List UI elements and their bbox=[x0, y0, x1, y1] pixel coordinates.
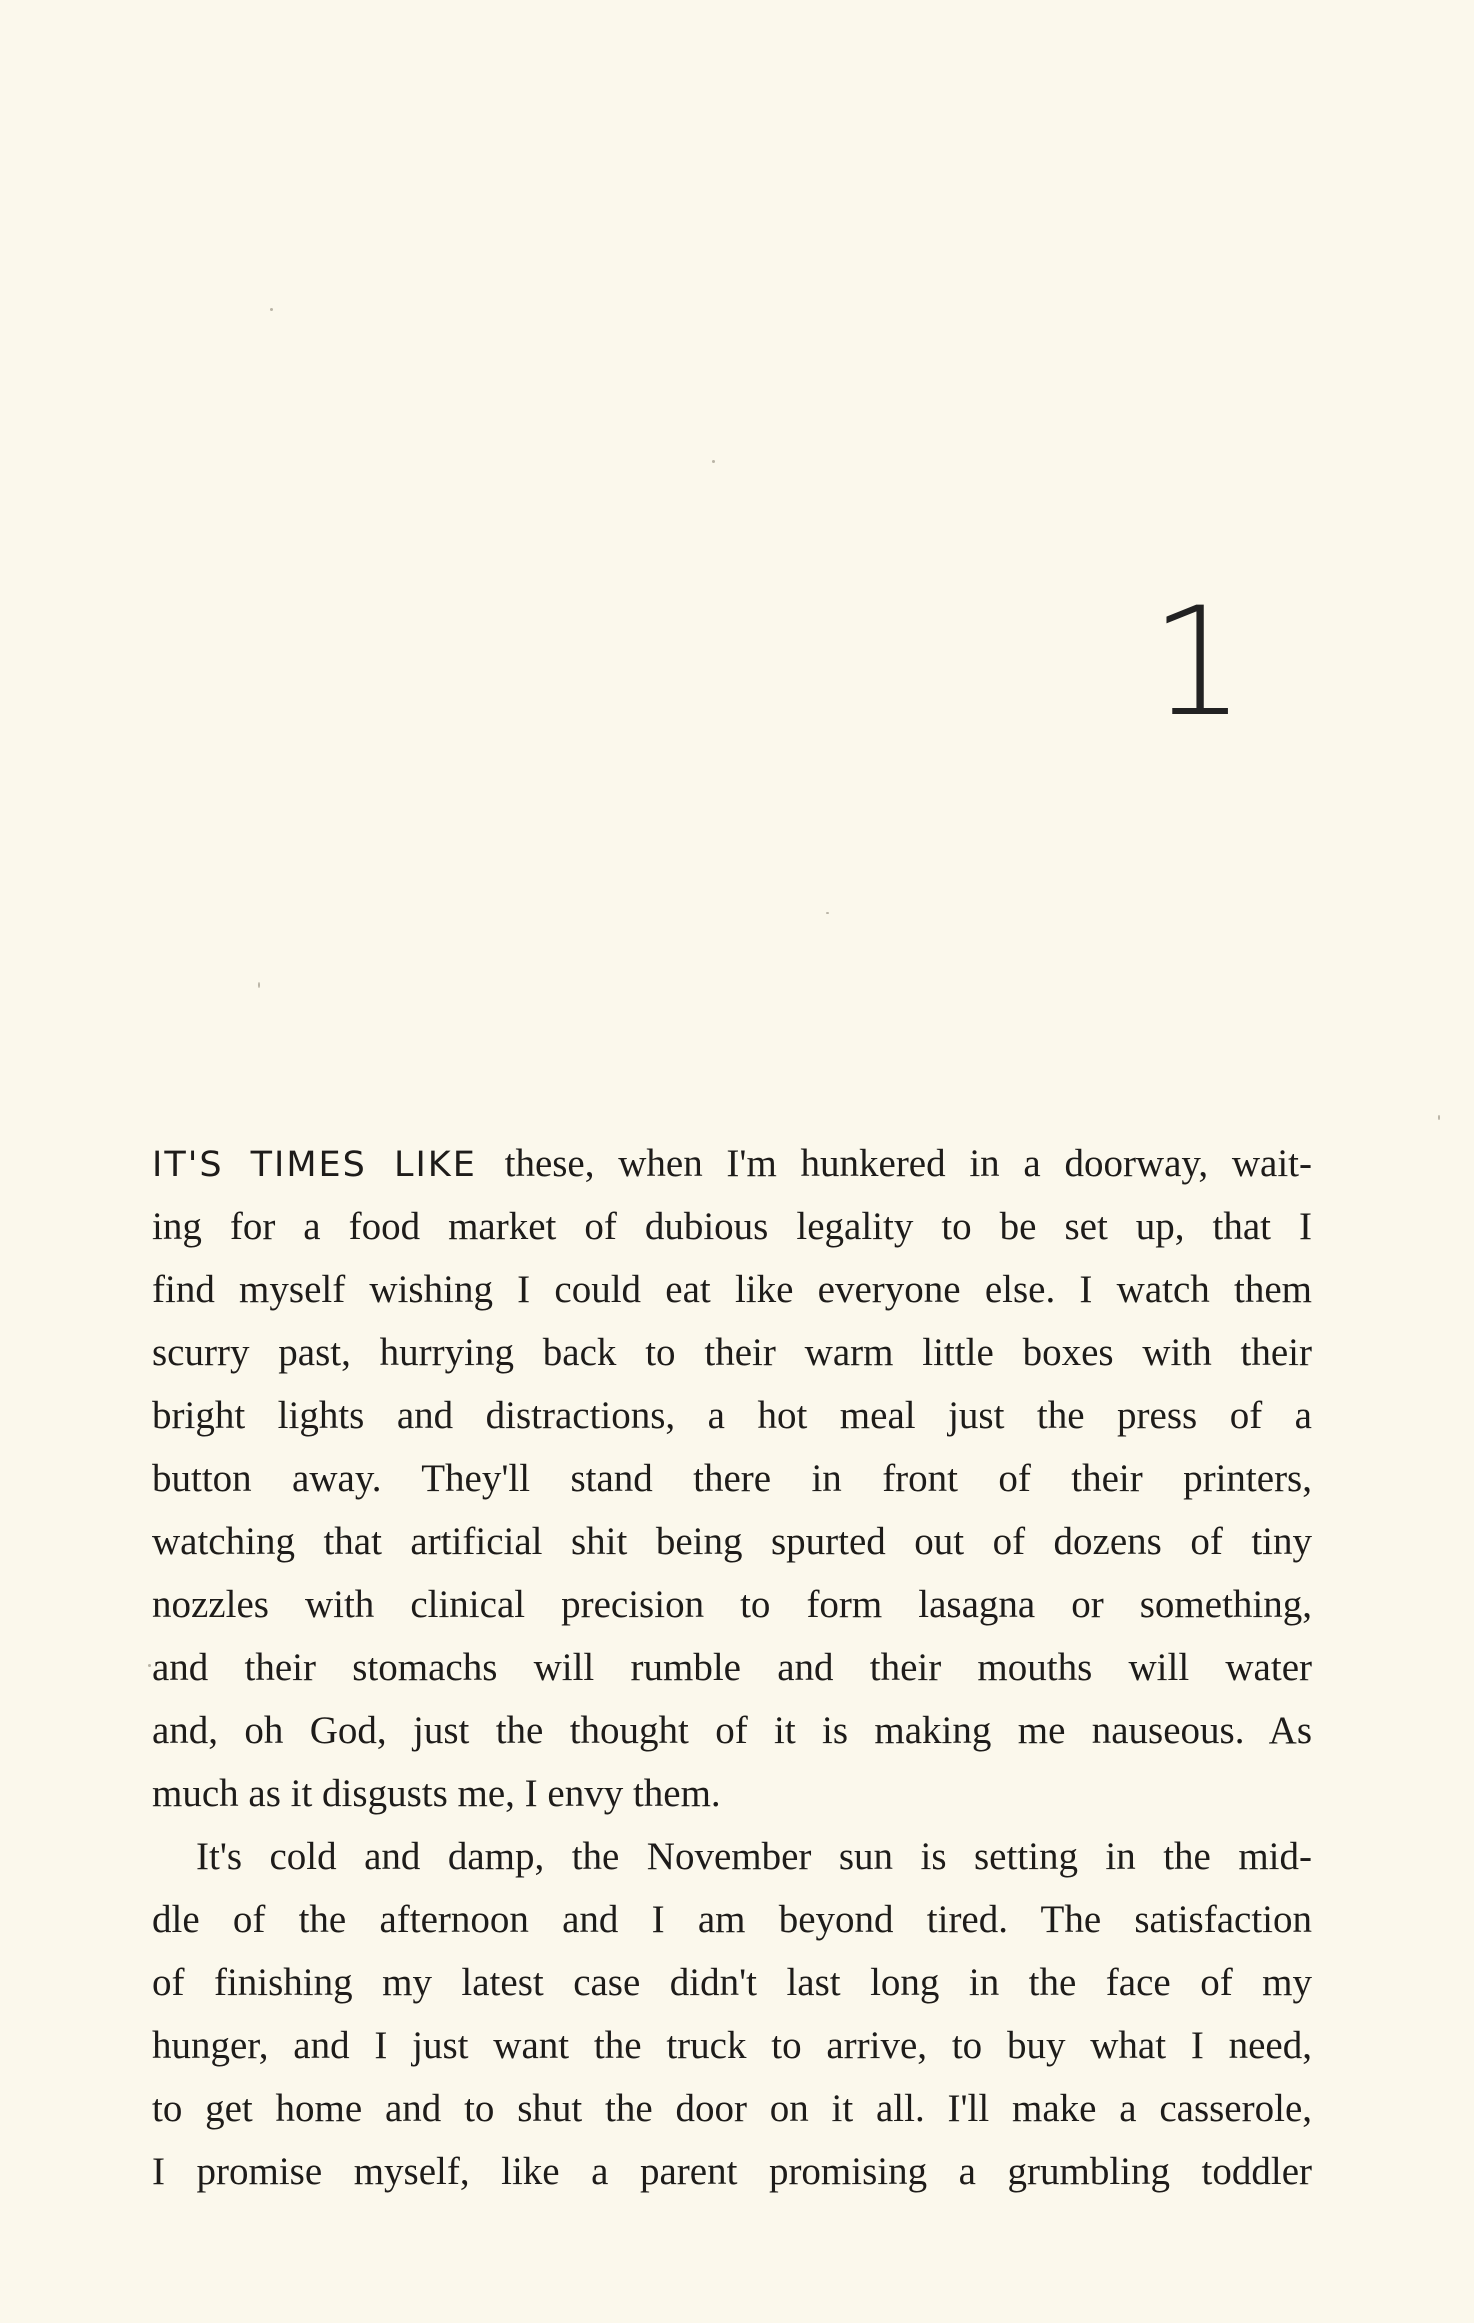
lead-in-smallcaps: IT'S TIMES LIKE bbox=[152, 1145, 477, 1185]
paper-speck bbox=[258, 982, 260, 988]
text-line: find myself wishing I could eat like everyone else. I watch them bbox=[152, 1268, 1312, 1311]
chapter-number: 1 bbox=[1150, 576, 1246, 750]
text-line: and their stomachs will rumble and their mouths will water bbox=[152, 1646, 1312, 1689]
text-line: to get home and to shut the door on it all. I'll make a casserole, bbox=[152, 2087, 1312, 2130]
text-line: and, oh God, just the thought of it is making me nauseous. As bbox=[152, 1709, 1312, 1752]
body-text bbox=[152, 1132, 1312, 2203]
text-line bbox=[152, 1132, 1312, 1195]
paper-speck bbox=[148, 1664, 151, 1667]
text-line: ing for a food market of dubious legality to be set up, that I bbox=[152, 1205, 1312, 1248]
paper-speck bbox=[1438, 1115, 1440, 1120]
text-line: button away. They'll stand there in front of their printers, bbox=[152, 1457, 1312, 1500]
paper-speck bbox=[270, 308, 273, 311]
text-line: of finishing my latest case didn't last long in the face of my bbox=[152, 1961, 1312, 2004]
text-line: dle of the afternoon and I am beyond tired. The satisfaction bbox=[152, 1898, 1312, 1941]
paper-speck bbox=[826, 912, 829, 914]
text-line: bright lights and distractions, a hot meal just the press of a bbox=[152, 1394, 1312, 1437]
text-line: nozzles with clinical precision to form lasagna or something, bbox=[152, 1583, 1312, 1626]
text-line: watching that artificial shit being spurted out of dozens of tiny bbox=[152, 1520, 1312, 1563]
text-line: I promise myself, like a parent promising a grumbling toddler bbox=[152, 2150, 1312, 2193]
paper-speck bbox=[712, 460, 715, 463]
text-line: scurry past, hurrying back to their warm little boxes with their bbox=[152, 1331, 1312, 1374]
text-line: hunger, and I just want the truck to arrive, to buy what I need, bbox=[152, 2024, 1312, 2067]
text-line: It's cold and damp, the November sun is setting in the mid- bbox=[196, 1835, 1312, 1878]
line-text: these, when I'm hunkered in a doorway, wait- bbox=[504, 1142, 1312, 1185]
text-line: much as it disgusts me, I envy them. bbox=[152, 1772, 721, 1815]
